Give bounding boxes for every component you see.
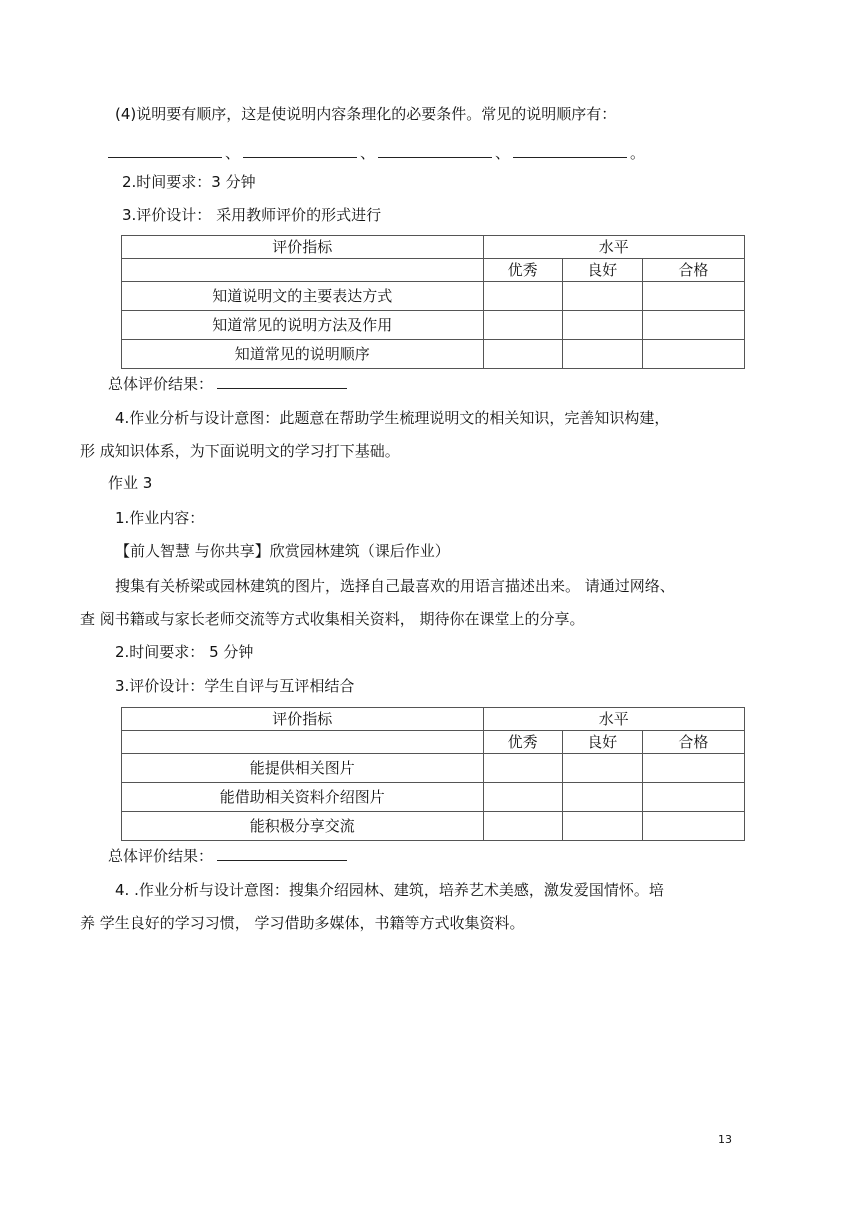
end-punct: 。 [630, 144, 646, 162]
summary-blank[interactable] [217, 846, 347, 861]
level-pass: 合格 [642, 259, 744, 282]
indicator-row: 知道说明文的主要表达方式 [122, 282, 484, 311]
evaluation-table-2 [121, 707, 745, 841]
level-pass: 合格 [642, 731, 744, 754]
summary-result [108, 846, 347, 866]
score-cell[interactable] [562, 311, 642, 340]
level-excellent: 优秀 [483, 259, 562, 282]
score-cell[interactable] [642, 340, 744, 369]
evaluation-design: 3.评价设计： 采用教师评价的形式进行 [122, 206, 382, 224]
analysis-line-1: 4. .作业分析与设计意图：搜集介绍园林、建筑，培养艺术美感，激发爱国情怀。培 [115, 881, 664, 899]
evaluation-design: 3.评价设计：学生自评与互评相结合 [115, 677, 355, 695]
blank-1[interactable] [108, 143, 222, 158]
indicator-row: 能借助相关资料介绍图片 [122, 783, 484, 812]
content-label: 1.作业内容： [115, 509, 205, 527]
score-cell[interactable] [483, 340, 562, 369]
score-cell[interactable] [483, 754, 562, 783]
score-cell[interactable] [642, 282, 744, 311]
summary-blank[interactable] [217, 374, 347, 389]
blank-3[interactable] [378, 143, 492, 158]
summary-label: 总体评价结果： [108, 375, 214, 393]
empty-cell [122, 259, 484, 282]
blank-4[interactable] [513, 143, 627, 158]
header-level: 水平 [483, 236, 744, 259]
analysis-line-1: 4.作业分析与设计意图：此题意在帮助学生梳理说明文的相关知识，完善知识构建， [115, 409, 670, 427]
score-cell[interactable] [642, 783, 744, 812]
blank-2[interactable] [243, 143, 357, 158]
analysis-line-2: 养 学生良好的学习习惯， 学习借助多媒体，书籍等方式收集资料。 [80, 914, 525, 932]
order-paragraph: (4)说明要有顺序，这是使说明内容条理化的必要条件。常见的说明顺序有： [115, 105, 617, 123]
header-level: 水平 [483, 708, 744, 731]
score-cell[interactable] [483, 311, 562, 340]
indicator-row: 能积极分享交流 [122, 812, 484, 841]
level-excellent: 优秀 [483, 731, 562, 754]
empty-cell [122, 731, 484, 754]
assignment-subtitle: 【前人智慧 与你共享】欣赏园林建筑（课后作业） [115, 542, 450, 560]
score-cell[interactable] [562, 754, 642, 783]
assignment-title: 作业 3 [108, 474, 153, 492]
page-number: 13 [718, 1133, 732, 1146]
time-requirement: 2.时间要求：3 分钟 [122, 173, 256, 191]
level-good: 良好 [562, 259, 642, 282]
time-requirement: 2.时间要求： 5 分钟 [115, 643, 254, 661]
indicator-row: 知道常见的说明顺序 [122, 340, 484, 369]
separator: 、 [225, 144, 241, 162]
score-cell[interactable] [562, 340, 642, 369]
score-cell[interactable] [562, 812, 642, 841]
summary-label: 总体评价结果： [108, 847, 214, 865]
analysis-line-2: 形 成知识体系，为下面说明文的学习打下基础。 [80, 442, 400, 460]
task-line-2: 查 阅书籍或与家长老师交流等方式收集相关资料， 期待你在课堂上的分享。 [80, 610, 585, 628]
separator: 、 [360, 144, 376, 162]
score-cell[interactable] [562, 282, 642, 311]
score-cell[interactable] [562, 783, 642, 812]
task-line-1: 搜集有关桥梁或园林建筑的图片，选择自己最喜欢的用语言描述出来。 请通过网络、 [115, 577, 675, 595]
summary-result [108, 374, 347, 394]
score-cell[interactable] [483, 783, 562, 812]
score-cell[interactable] [642, 754, 744, 783]
evaluation-table-1 [121, 235, 745, 369]
score-cell[interactable] [483, 812, 562, 841]
score-cell[interactable] [483, 282, 562, 311]
header-indicator: 评价指标 [122, 236, 484, 259]
level-good: 良好 [562, 731, 642, 754]
separator: 、 [495, 144, 511, 162]
score-cell[interactable] [642, 311, 744, 340]
score-cell[interactable] [642, 812, 744, 841]
indicator-row: 知道常见的说明方法及作用 [122, 311, 484, 340]
fill-in-blanks [108, 142, 648, 163]
header-indicator: 评价指标 [122, 708, 484, 731]
indicator-row: 能提供相关图片 [122, 754, 484, 783]
